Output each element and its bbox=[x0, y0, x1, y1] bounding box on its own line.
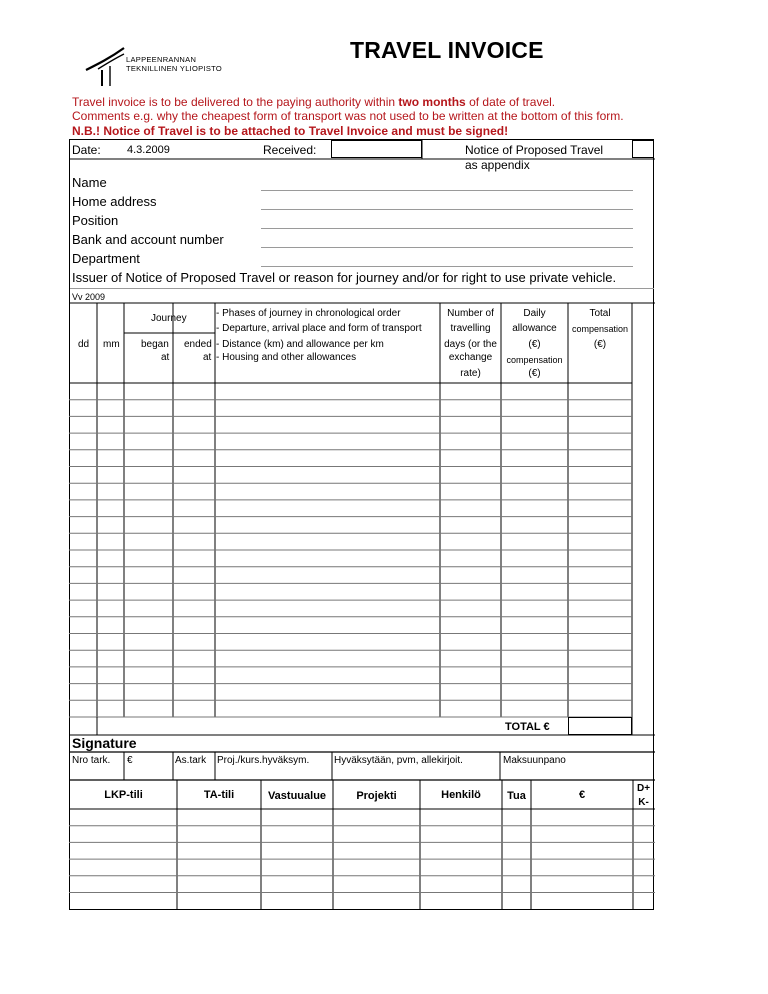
lkp-tili-header: LKP-tili bbox=[104, 789, 143, 801]
euro-header: € bbox=[578, 789, 586, 801]
signature-heading: Signature bbox=[72, 735, 137, 751]
date-label: Date: bbox=[72, 143, 101, 157]
bank-label: Bank and account number bbox=[72, 232, 224, 247]
daily-header-4: compensation bbox=[506, 355, 563, 365]
notice-appendix-label-1: Notice of Proposed Travel bbox=[465, 143, 604, 157]
began-header-2: at bbox=[161, 352, 170, 363]
ended-header-2: at bbox=[203, 352, 212, 363]
mm-header: mm bbox=[103, 339, 120, 350]
name-label: Name bbox=[72, 175, 107, 190]
year-label: Vv 2009 bbox=[72, 292, 106, 302]
nro-tark-label: Nro tark. bbox=[72, 755, 111, 766]
ended-header-1: ended bbox=[184, 339, 212, 350]
credit-header: K- bbox=[638, 797, 649, 808]
phases-header-2: - Departure, arrival place and form of transport bbox=[216, 323, 422, 334]
ta-tili-header: TA-tili bbox=[203, 789, 235, 801]
total-value-field[interactable] bbox=[568, 717, 632, 735]
total-label: TOTAL € bbox=[505, 721, 550, 733]
page-title: TRAVEL INVOICE bbox=[350, 37, 544, 63]
vastuualue-header: Vastuualue bbox=[267, 790, 327, 802]
henkilo-header: Henkilö bbox=[441, 789, 481, 801]
daily-header-3: (€) bbox=[528, 339, 541, 350]
journey-header: Journey bbox=[151, 313, 187, 324]
intro-deadline-pre: Travel invoice is to be delivered to the paying authority within bbox=[72, 95, 399, 109]
notice-appendix-label-2: as appendix bbox=[465, 158, 530, 172]
proj-kurs-label: Proj./kurs.hyväksym. bbox=[217, 755, 310, 766]
dd-header: dd bbox=[78, 339, 90, 350]
debit-header: D+ bbox=[636, 783, 651, 794]
began-header-1: began bbox=[141, 339, 169, 350]
daily-header-1: Daily bbox=[523, 308, 546, 319]
days-header-1: Number of bbox=[447, 308, 494, 319]
logo-line-2: TEKNILLINEN YLIOPISTO bbox=[126, 64, 223, 73]
euro-label: € bbox=[127, 755, 133, 766]
tua-header: Tua bbox=[507, 790, 526, 802]
days-header-5: rate) bbox=[460, 368, 481, 379]
days-header-3: days (or the bbox=[444, 339, 497, 350]
position-label: Position bbox=[72, 213, 119, 228]
intro-comments: Comments e.g. why the cheapest form of transport was not used to be written at the bottom of this form. bbox=[72, 109, 624, 123]
intro-deadline-bold: two months bbox=[398, 95, 466, 109]
phases-header-3: - Distance (km) and allowance per km bbox=[216, 339, 384, 350]
department-label: Department bbox=[72, 251, 140, 266]
home-address-label: Home address bbox=[72, 194, 157, 209]
daily-header-2: allowance bbox=[512, 323, 557, 334]
date-value[interactable]: 4.3.2009 bbox=[127, 144, 170, 156]
hyvaksytaan-label: Hyväksytään, pvm, allekirjoit. bbox=[334, 755, 463, 766]
days-header-2: travelling bbox=[450, 323, 491, 334]
daily-header-5: (€) bbox=[528, 368, 541, 379]
phases-header-1: - Phases of journey in chronological order bbox=[216, 308, 401, 319]
logo-line-1: LAPPEENRANNAN bbox=[126, 55, 197, 64]
intro-notice: N.B.! Notice of Travel is to be attached to Travel Invoice and must be signed! bbox=[72, 124, 509, 138]
total-header-2: compensation bbox=[571, 324, 629, 334]
phases-header-4: - Housing and other allowances bbox=[216, 352, 357, 363]
total-header-3: (€) bbox=[593, 339, 607, 350]
as-tark-label: As.tark bbox=[175, 755, 207, 766]
total-header-1: Total bbox=[589, 308, 611, 319]
maksuunpano-label: Maksuunpano bbox=[503, 755, 566, 766]
issuer-label: Issuer of Notice of Proposed Travel or reason for journey and/or for right to use private vehicle. bbox=[72, 270, 617, 285]
received-label: Received: bbox=[263, 143, 317, 157]
days-header-4: exchange bbox=[448, 352, 493, 363]
intro-deadline-post: of date of travel. bbox=[465, 95, 556, 109]
projekti-header: Projekti bbox=[356, 790, 397, 802]
